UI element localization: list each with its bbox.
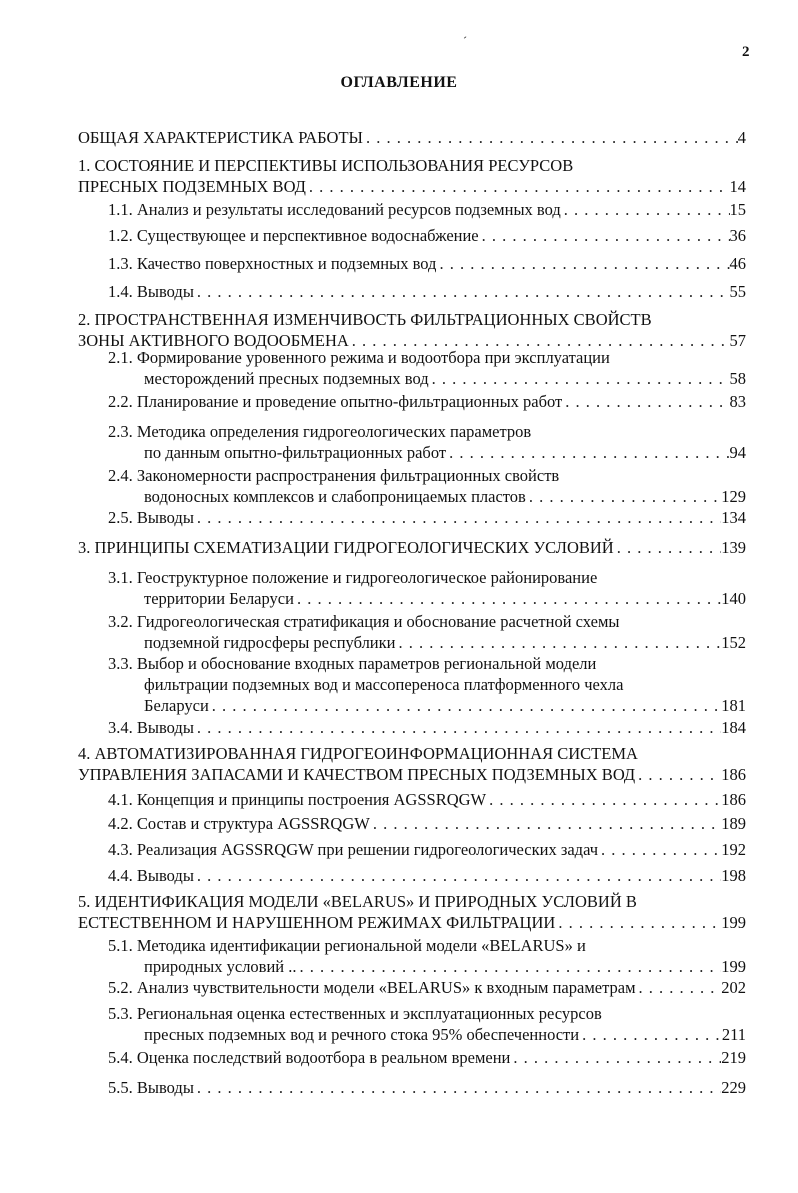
toc-page-number: 46	[729, 254, 746, 273]
dot-leader	[446, 443, 729, 462]
toc-line	[108, 568, 746, 589]
toc-entry-text: 1.2. Существующее и перспективное водоснабжение	[108, 226, 479, 245]
toc-entry-text: 5.2. Анализ чувствительности модели «BELARUS» к входным параметрам	[108, 978, 636, 997]
toc-entry-text: 1.4. Выводы	[108, 282, 194, 301]
toc-entry-text: 4.4. Выводы	[108, 866, 194, 885]
toc-line	[108, 422, 746, 443]
toc-entry-text: 3.4. Выводы	[108, 718, 194, 737]
toc-entry-text: Беларуси	[144, 696, 209, 715]
toc-entry-text: по данным опытно-фильтрационных работ	[144, 443, 447, 462]
toc-line	[108, 487, 746, 508]
toc-page-number: 198	[721, 866, 746, 885]
toc-page-number: 189	[721, 814, 746, 833]
toc-entry-text: 4.1. Концепция и принципы построения AGSSRQGW	[108, 790, 487, 809]
toc-entry	[78, 310, 746, 352]
dot-leader	[370, 814, 721, 833]
dot-leader	[429, 369, 730, 388]
toc-entry-text: подземной гидросферы республики	[144, 633, 396, 652]
dot-leader	[562, 392, 729, 411]
toc-line	[108, 814, 746, 835]
toc-entry	[78, 744, 746, 786]
toc-page-number: 199	[721, 913, 746, 932]
toc-page-number: 211	[721, 1025, 746, 1044]
toc-line	[78, 310, 746, 331]
toc-entry-text: 3. ПРИНЦИПЫ СХЕМАТИЗАЦИИ ГИДРОГЕОЛОГИЧЕСКИХ УСЛОВИЙ	[78, 538, 614, 557]
toc-page-number: 199	[721, 957, 746, 976]
toc-line	[108, 369, 746, 390]
toc-entry	[108, 422, 746, 464]
toc-entry	[108, 814, 746, 835]
toc-entry-text: 2.3. Методика определения гидрогеологических параметров	[108, 422, 532, 441]
toc-page-number: 186	[721, 765, 746, 784]
toc-line	[108, 696, 746, 717]
toc-entry-text: ПРЕСНЫХ ПОДЗЕМНЫХ ВОД	[78, 177, 306, 196]
toc-line	[78, 538, 746, 559]
toc-entry	[108, 840, 746, 861]
toc-line	[108, 978, 746, 999]
toc-line	[108, 612, 746, 633]
toc-line	[108, 282, 746, 303]
toc-line	[108, 443, 746, 464]
dot-leader	[486, 790, 721, 809]
toc-entry	[108, 254, 746, 275]
toc-entry	[78, 538, 746, 559]
toc-line	[108, 718, 746, 739]
dot-leader	[297, 957, 722, 976]
toc-line	[78, 913, 746, 934]
toc-line	[78, 892, 746, 913]
dot-leader	[363, 128, 738, 147]
toc-entry	[108, 1004, 746, 1046]
toc-page-number: 55	[729, 282, 746, 301]
toc-entry-text: 3.1. Геоструктурное положение и гидрогеологическое районирование	[108, 568, 598, 587]
toc-line	[78, 128, 746, 149]
toc-line	[108, 936, 746, 957]
dot-leader	[598, 840, 721, 859]
toc-page-number: 58	[729, 369, 746, 388]
toc-entry-text: 3.3. Выбор и обоснование входных параметров региональной модели	[108, 654, 597, 673]
toc-entry	[108, 866, 746, 887]
toc-entry-text: ЗОНЫ АКТИВНОГО ВОДООБМЕНА	[78, 331, 349, 350]
toc-entry	[108, 282, 746, 303]
toc-line	[78, 156, 746, 177]
stray-mark: ´	[463, 34, 467, 48]
toc-entry-text: ЕСТЕСТВЕННОМ И НАРУШЕННОМ РЕЖИМАХ ФИЛЬТРАЦИИ	[78, 913, 556, 932]
toc-page-number: 229	[721, 1078, 746, 1097]
dot-leader	[194, 1078, 721, 1097]
toc-line	[108, 675, 746, 696]
toc-page-number: 186	[721, 790, 746, 809]
toc-entry-text: 1.3. Качество поверхностных и подземных вод	[108, 254, 437, 273]
toc-entry-text: фильтрации подземных вод и массопереноса платформенного чехла	[144, 675, 624, 694]
dot-leader	[194, 718, 721, 737]
toc-entry-text: 5.1. Методика идентификации региональной модели «BELARUS» и	[108, 936, 586, 955]
toc-line	[78, 744, 746, 765]
toc-line	[108, 633, 746, 654]
toc-line	[108, 589, 746, 610]
toc-line	[108, 1078, 746, 1099]
toc-page-number: 57	[729, 331, 746, 350]
dot-leader	[194, 508, 721, 527]
toc-entry	[108, 392, 746, 413]
toc-line	[78, 765, 746, 786]
toc-line	[108, 1004, 746, 1025]
toc-entry-text: 5.5. Выводы	[108, 1078, 194, 1097]
toc-line	[108, 466, 746, 487]
dot-leader	[194, 282, 730, 301]
toc-line	[108, 226, 746, 247]
dot-leader	[636, 978, 722, 997]
toc-entry-text: 4.3. Реализация AGSSRQGW при решении гидрогеологических задач	[108, 840, 599, 859]
toc-entry	[78, 156, 746, 198]
toc-entry	[108, 568, 746, 610]
toc-entry-text: 3.2. Гидрогеологическая стратификация и обоснование расчетной схемы	[108, 612, 620, 631]
dot-leader	[579, 1025, 722, 1044]
toc-entry-text: 2. ПРОСТРАНСТВЕННАЯ ИЗМЕНЧИВОСТЬ ФИЛЬТРАЦИОННЫХ СВОЙСТВ	[78, 310, 652, 329]
toc-entry	[108, 466, 746, 508]
toc-entry	[108, 508, 746, 529]
toc-entry-text: 2.5. Выводы	[108, 508, 194, 527]
dot-leader	[561, 200, 730, 219]
dot-leader	[209, 696, 721, 715]
toc-entry-text: 5.3. Региональная оценка естественных и эксплуатационных ресурсов	[108, 1004, 602, 1023]
toc-line	[108, 200, 746, 221]
toc-line	[78, 177, 746, 198]
toc-line	[108, 348, 746, 369]
toc-entry	[108, 200, 746, 221]
toc-entry-text: ОБЩАЯ ХАРАКТЕРИСТИКА РАБОТЫ	[78, 128, 363, 147]
toc-entry-text: 2.4. Закономерности распространения фильтрационных свойств	[108, 466, 560, 485]
toc-entry-text: пресных подземных вод и речного стока 95% обеспеченности	[144, 1025, 580, 1044]
toc-entry-text: 4. АВТОМАТИЗИРОВАННАЯ ГИДРОГЕОИНФОРМАЦИОННАЯ СИСТЕМА	[78, 744, 638, 763]
toc-entry-text: 2.2. Планирование и проведение опытно-фильтрационных работ	[108, 392, 563, 411]
toc-page-number: 139	[721, 538, 746, 557]
dot-leader	[479, 226, 730, 245]
dot-leader	[396, 633, 722, 652]
toc-line	[108, 957, 746, 978]
toc-entry-text: водоносных комплексов и слабопроницаемых пластов	[144, 487, 526, 506]
toc-page-number: 15	[729, 200, 746, 219]
toc-page-number: 94	[729, 443, 746, 462]
dot-leader	[510, 1048, 721, 1067]
toc-page-number: 4	[737, 128, 746, 147]
dot-leader	[614, 538, 722, 557]
toc-page-number: 14	[729, 177, 746, 196]
toc-line	[108, 392, 746, 413]
toc-page-number: 192	[721, 840, 746, 859]
toc-page-number: 202	[721, 978, 746, 997]
dot-leader	[635, 765, 721, 784]
toc-entry	[108, 654, 746, 717]
toc-line	[108, 654, 746, 675]
toc-line	[108, 866, 746, 887]
dot-leader	[294, 589, 721, 608]
toc-entry-text: 5.4. Оценка последствий водоотбора в реальном времени	[108, 1048, 511, 1067]
toc-line	[108, 840, 746, 861]
toc-entry	[78, 892, 746, 934]
toc-entry	[108, 978, 746, 999]
toc-line	[108, 790, 746, 811]
toc-line	[108, 254, 746, 275]
toc-page-number: 36	[729, 226, 746, 245]
toc-entry-text: 4.2. Состав и структура AGSSRQGW	[108, 814, 370, 833]
toc-page-number: 184	[721, 718, 746, 737]
toc-line	[108, 1048, 746, 1069]
toc-entry	[108, 1048, 746, 1069]
toc-entry	[78, 128, 746, 149]
toc-entry	[108, 790, 746, 811]
toc-entry-text: месторождений пресных подземных вод	[144, 369, 429, 388]
toc-page-number: 134	[721, 508, 746, 527]
page-number: 2	[742, 44, 750, 60]
dot-leader	[555, 913, 721, 932]
toc-entry-text: территории Беларуси	[144, 589, 294, 608]
toc-page-number: 129	[721, 487, 746, 506]
toc-entry	[108, 718, 746, 739]
toc-entry	[108, 226, 746, 247]
page-title: ОГЛАВЛЕНИЕ	[340, 74, 458, 91]
toc-entry-text: 2.1. Формирование уровенного режима и водоотбора при эксплуатации	[108, 348, 610, 367]
toc-entry	[108, 612, 746, 654]
toc-entry-text: 5. ИДЕНТИФИКАЦИЯ МОДЕЛИ «BELARUS» И ПРИРОДНЫХ УСЛОВИЙ В	[78, 892, 637, 911]
toc-page-number: 181	[721, 696, 746, 715]
toc-page-number: 83	[729, 392, 746, 411]
toc-entry	[108, 1078, 746, 1099]
toc-entry-text: 1.1. Анализ и результаты исследований ресурсов подземных вод	[108, 200, 561, 219]
toc-page-number: 219	[721, 1048, 746, 1067]
toc-entry-text: УПРАВЛЕНИЯ ЗАПАСАМИ И КАЧЕСТВОМ ПРЕСНЫХ ПОДЗЕМНЫХ ВОД	[78, 765, 636, 784]
toc-entry-text: 1. СОСТОЯНИЕ И ПЕРСПЕКТИВЫ ИСПОЛЬЗОВАНИЯ РЕСУРСОВ	[78, 156, 574, 175]
toc-entry-text: природных условий ..	[144, 957, 297, 976]
toc-line	[108, 508, 746, 529]
dot-leader	[436, 254, 729, 273]
dot-leader	[194, 866, 721, 885]
toc-line	[108, 1025, 746, 1046]
toc-page-number: 140	[721, 589, 746, 608]
toc-entry	[108, 348, 746, 390]
dot-leader	[306, 177, 730, 196]
dot-leader	[526, 487, 721, 506]
toc-page-number: 152	[721, 633, 746, 652]
toc-entry	[108, 936, 746, 978]
